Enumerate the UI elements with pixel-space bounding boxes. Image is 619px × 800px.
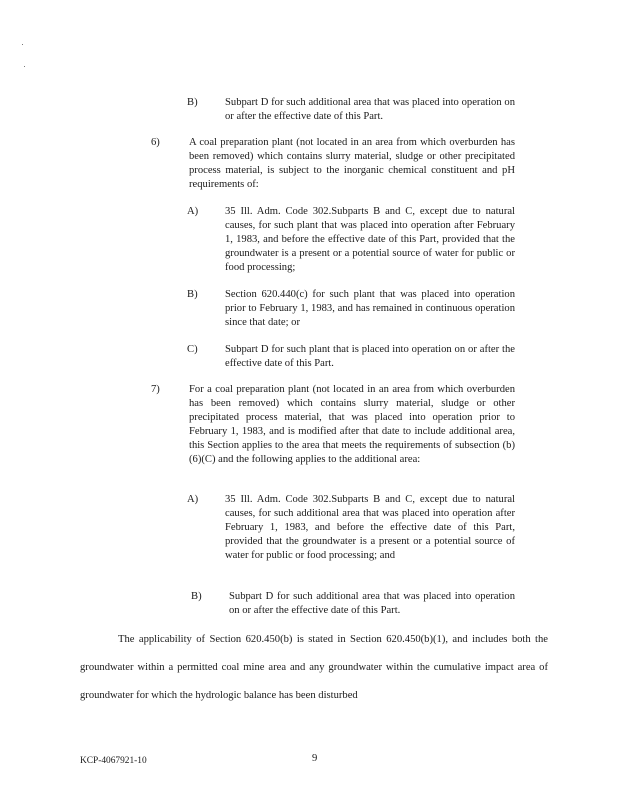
scan-speck: [22, 44, 23, 45]
subsection-text: Subpart D for such additional area that was placed into operation on or after the effective date of this Part.: [225, 97, 515, 122]
section-text: For a coal preparation plant (not located in an area from which overburden has been removed) which contains slurry material, sludge or other precipitated process material, that was placed into operation prior to February 1, 1983, and is modified after that date to include additional area, this Section applies to the area that meets the requirements of subsection (b)(6)(C) and the following applies to the additional area:: [189, 384, 515, 465]
section-text: A coal preparation plant (not located in an area from which overburden has been removed) which contains slurry material, sludge or other precipitated process material, is subject to the inorganic chemical constituent and pH requirements of:: [189, 137, 515, 190]
section-label: 6): [151, 137, 160, 148]
subsection-label: A): [187, 494, 199, 505]
subsection-text: Section 620.440(c) for such plant that was placed into operation prior to February 1, 1983, and has remained in continuous operation since that date; or: [225, 289, 515, 328]
subsection-text: Subpart D for such additional area that was placed into operation on or after the effective date of this Part.: [229, 591, 515, 616]
scan-speck: [24, 66, 25, 67]
page-number: 9: [312, 753, 318, 764]
subsection-text: 35 Ill. Adm. Code 302.Subparts B and C, except due to natural causes, for such plant that was placed into operation after February 1, 1983, and before the effective date of this Part, provided that the groundwater is a present or a potential source of water for public or food processing;: [225, 206, 515, 273]
section-label: 7): [151, 384, 160, 395]
subsection-text: 35 Ill. Adm. Code 302.Subparts B and C, except due to natural causes, for such additional area that was placed into operation after February 1, 1983, and before the effective date of this Part, provided that the groundwater is a present or a potential source of water for public or food processing; and: [225, 494, 515, 561]
subsection-label: A): [187, 206, 199, 217]
subsection-label: B): [187, 97, 198, 108]
subsection-label: C): [187, 344, 198, 355]
body-paragraph: The applicability of Section 620.450(b) is stated in Section 620.450(b)(1), and includes both the groundwater within a permitted coal mine area and any groundwater within the cumulative impact area of groundwater for which the hydrologic balance has been disturbed: [80, 634, 548, 701]
subsection-label: B): [187, 289, 198, 300]
subsection-label: B): [191, 591, 202, 602]
footer-document-id: KCP-4067921-10: [80, 756, 147, 766]
subsection-text: Subpart D for such plant that is placed into operation on or after the effective date of this Part.: [225, 344, 515, 369]
